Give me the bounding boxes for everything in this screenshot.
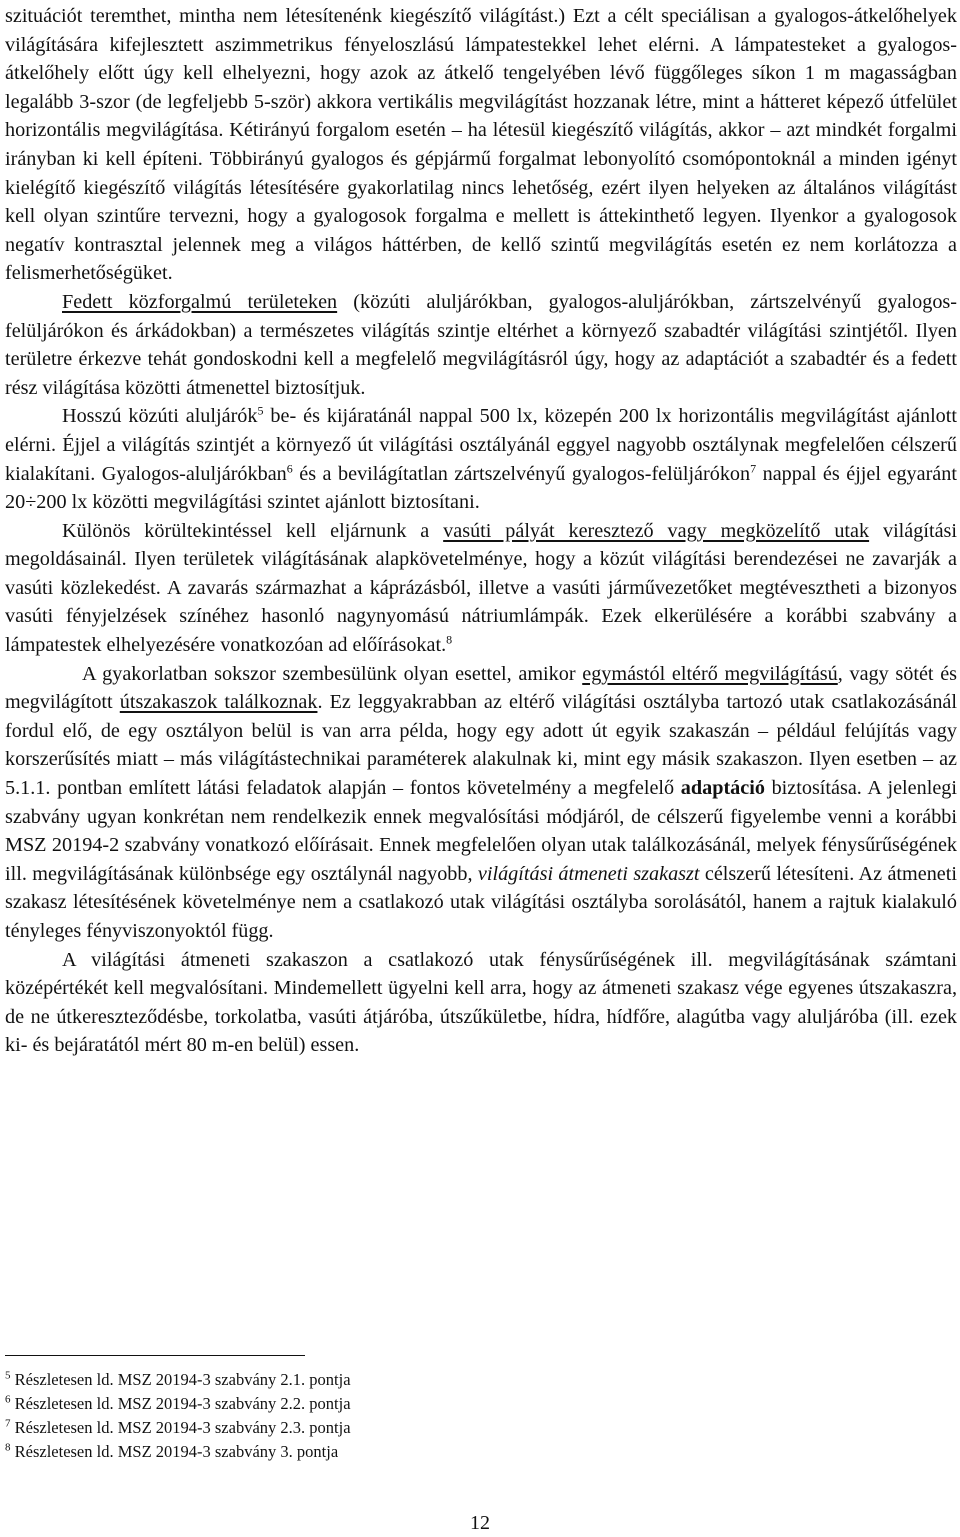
underlined-phrase: egymástól eltérő megvilágítású — [582, 662, 838, 685]
underlined-phrase: Fedett közforgalmú területeken — [62, 290, 338, 313]
footnote-number: 8 — [5, 1441, 11, 1454]
paragraph-text: Hosszú közúti aluljárók — [62, 405, 258, 428]
italic-term: világítási átmeneti szakaszt — [477, 862, 700, 885]
paragraph-text: . Ez leggyakrabban az eltérő világítási osztályba tartozó utak csatlakozásánál fordul elő, de egy osztályon belül is van arra példa, hogy egy adott út egyik szakaszán – például felújítás vagy korszerűsítés miatt – más világítástechnikai paraméterek alakulnak ki, mint egy másik szakaszon. Ilyen esetben – az 5.1.1. pontban említett látási feladatok alapján – fontos követelmény a megfelelő — [5, 691, 957, 800]
paragraph-text: világítási megoldásainál. Ilyen területek világításának alapkövetelménye, hogy a közút világítási berendezései ne zavarják a vasúti közlekedést. A zavarás származhat a káprázásból, illetve a vasúti járművezetőket megtévesztheti a bizonyos vasúti fényjelzések színéhez hasonló nagynyomású nátriumlámpák. Ezek elkerülésére a korábbi szabvány a lámpatestek elhelyezésére vonatkozóan ad előírásokat. — [5, 519, 957, 657]
paragraph-text: Különös körültekintéssel kell eljárnunk a — [62, 519, 444, 542]
paragraph-transition-section — [5, 946, 957, 1060]
footnote-ref: 7 — [750, 460, 757, 475]
paragraph-text: célszerű létesíteni. Az átmeneti szakasz létesítésének követelménye nem a csatlakozó utak világítási osztályba sorolásától, hanem a rajtuk kialakuló tényleges fényviszonyoktól függ. — [5, 862, 957, 942]
paragraph-text: A gyakorlatban sokszor szembesülünk olyan esettel, amikor — [82, 662, 583, 685]
paragraph-text: és a bevilágítatlan zártszelvényű gyalogos-felüljárókon — [292, 462, 751, 485]
paragraph-text: (közúti aluljárókban, gyalogos-aluljárókban, zártszelvényű gyalogos-felüljárókon és árkádokban) a természetes világítás szintje eltérhet a környező szabadtér világítási szintjétől. Ilyen területre érkezve tehát gondoskodni kell a megfelelő megvilágításról úgy, hogy az adaptációt a szabadtér és a fedett rész világítása közötti átmenettel biztosítjuk. — [5, 290, 957, 399]
footnote-item — [5, 1368, 705, 1392]
footnote-ref: 6 — [286, 460, 293, 475]
footnote-item — [5, 1416, 705, 1440]
document-body — [5, 2, 957, 1060]
footnote-separator — [5, 1355, 305, 1356]
footnote-number: 7 — [5, 1417, 11, 1430]
bold-term: adaptáció — [680, 777, 765, 800]
footnote-text: Részletesen ld. MSZ 20194-3 szabvány 2.3. pontja — [14, 1418, 351, 1437]
paragraph-pedestrian-crossing — [5, 2, 957, 288]
paragraph-railway — [5, 517, 957, 660]
page-number: 12 — [470, 1512, 490, 1534]
footnote-item — [5, 1440, 705, 1464]
underlined-phrase: útszakaszok találkoznak — [119, 691, 318, 714]
footnote-ref: 5 — [257, 403, 264, 418]
paragraph-covered-areas — [5, 288, 957, 402]
paragraph-adaptation — [5, 660, 957, 946]
paragraph-text: nappal és éjjel egyaránt 20÷200 lx közötti megvilágítási szintet ajánlott biztosítani. — [5, 462, 957, 514]
footnote-number: 5 — [5, 1369, 11, 1382]
footnote-text: Részletesen ld. MSZ 20194-3 szabvány 2.2. pontja — [14, 1394, 351, 1413]
footnote-item — [5, 1392, 705, 1416]
footnote-text: Részletesen ld. MSZ 20194-3 szabvány 2.1. pontja — [14, 1370, 351, 1389]
footnotes — [5, 1368, 705, 1464]
footnote-number: 6 — [5, 1393, 11, 1406]
footnote-text: Részletesen ld. MSZ 20194-3 szabvány 3. pontja — [14, 1442, 339, 1461]
underlined-phrase: vasúti pályát keresztező vagy megközelítő utak — [443, 519, 870, 542]
paragraph-underpasses — [5, 402, 957, 516]
paragraph-text: , vagy sötét és megvilágított — [5, 662, 958, 714]
paragraph-text: szituációt teremthet, mintha nem létesítenénk kiegészítő világítást.) Ezt a célt speciálisan a gyalogos-átkelőhelyek világítására kifejlesztett aszimmetrikus fényeloszlású lámpatestekkel lehet elérni. A lámpatesteket a gyalogos-átkelőhely előtt úgy kell elhelyezni, hogy azok az átkelő tengelyében lévő függőleges síkon 1 m magasságban legalább 3-szor (de legfeljebb 5-ször) akkora vertikális megvilágítást hozzanak létre, mint a hátteret képező útfelület horizontális megvilágítása. Kétirányú forgalom esetén – ha létesül kiegészítő világítás, akkor – azt mindkét forgalmi irányban ki kell építeni. Többirányú gyalogos és gépjármű forgalmat lebonyolító csomópontoknál a minden igényt kielégítő kiegészítő világítás létesítésére gyakorlatilag nincs lehetőség, ezért ilyen helyeken az általános világítást kell olyan szintűre tervezni, hogy a gyalogosok forgalma e mellett is áttekinthető legyen. Ilyenkor a gyalogosok negatív kontrasztal jelennek meg a világos háttérben, de kellő szintű megvilágítás esetén ez nem korlátozza a felismerhetőségüket. — [5, 5, 957, 285]
paragraph-text: A világítási átmeneti szakaszon a csatlakozó utak fénysűrűségének ill. megvilágításának számtani középértékét kell megvalósítani. Mindemellett ügyelni kell arra, hogy az átmeneti szakasz vége egyenes útszakaszra, de ne útkereszteződésbe, torkolatba, vasúti átjáróba, útszűkületbe, hídra, hídfőre, alagútba vagy aluljáróba (ill. ezek ki- és bejáratától mért 80 m-en belül) essen. — [5, 948, 957, 1057]
paragraph-text: be- és kijáratánál nappal 500 lx, közepén 200 lx horizontális megvilágítást ajánlott elérni. Éjjel a világítás szintjét a környező út világítási osztályánál eggyel nagyobb osztálynak megfelelően célszerű kialakítani. Gyalogos-aluljárókban — [5, 405, 957, 485]
footnote-ref: 8 — [446, 632, 453, 647]
paragraph-text: biztosítása. A jelenlegi szabvány ugyan konkrétan nem rendelkezik ennek megvalósítási módjáról, de célszerű figyelembe venni a korábbi MSZ 20194-2 szabvány vonatkozó előírásait. Ennek megfelelően olyan utak találkozásánál, melyek fénysűrűségének ill. megvilágításának különbsége egy osztálynál nagyobb, — [5, 777, 957, 885]
